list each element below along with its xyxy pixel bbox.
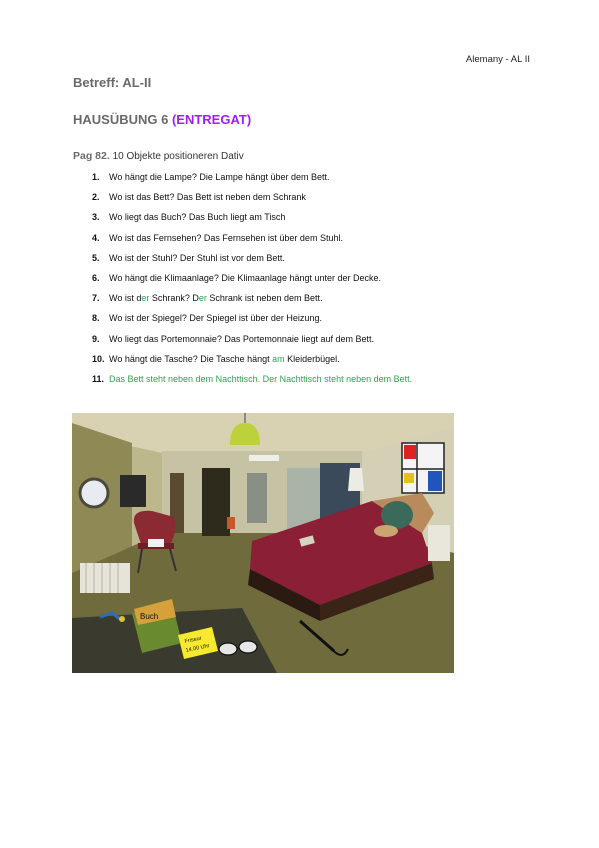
subject-line: Betreff: AL-II — [73, 75, 152, 90]
list-item — [92, 170, 542, 190]
item-correction: er — [141, 293, 150, 304]
item-number: 4. — [92, 232, 100, 243]
item-number: 9. — [92, 333, 100, 344]
item-text-part: Wo hängt die Tasche? Die Tasche hängt — [109, 353, 273, 364]
item-text: Wo hängt die Lampe? Die Lampe hängt über dem Bett. — [109, 172, 330, 182]
item-number: 5. — [92, 252, 100, 263]
item-text: Wo ist der Stuhl? Der Stuhl ist vor dem Bett. — [109, 252, 285, 263]
item-text-part: Kleiderbügel. — [284, 353, 340, 364]
item-number: 7. — [92, 293, 100, 304]
air-conditioner-icon — [249, 455, 279, 461]
item-number: 2. — [92, 192, 100, 203]
item-text-part: Schrank ist neben dem Bett. — [206, 293, 323, 304]
item-text: Wo ist das Fernsehen? Das Fernsehen ist über dem Stuhl. — [109, 232, 343, 243]
item-number: 8. — [92, 313, 100, 324]
bedroom-illustration — [72, 413, 454, 673]
list-item — [92, 291, 542, 311]
answer-list — [92, 170, 542, 392]
item-correction: am — [272, 353, 285, 364]
mirror-icon — [80, 479, 108, 507]
list-item — [92, 210, 542, 230]
exercise-heading — [73, 150, 244, 162]
exercise-page: Pag 82. — [73, 150, 110, 162]
list-item — [92, 271, 542, 291]
homework-status: (ENTREGAT) — [171, 112, 252, 127]
list-item — [92, 332, 542, 352]
item-number: 3. — [92, 212, 100, 223]
svg-text:14.00 Uhr: 14.00 Uhr — [185, 643, 211, 654]
item-number: 10. — [92, 353, 105, 364]
item-text-part: Wo ist d — [109, 293, 142, 304]
bathrobe-icon — [348, 468, 364, 491]
list-item — [92, 372, 542, 392]
bag-icon — [227, 517, 235, 529]
list-item — [92, 352, 542, 372]
item-number: 6. — [92, 272, 100, 283]
radiator-icon — [80, 563, 130, 593]
homework-title-text: HAUSÜBUNG 6 — [73, 112, 169, 127]
exercise-description: 10 Objekte positioneren Dativ — [112, 151, 244, 162]
header-author: Alemany - AL II — [465, 54, 530, 65]
item-number: 11. — [92, 373, 105, 384]
item-text: Wo liegt das Buch? Das Buch liegt am Tisch — [109, 212, 286, 223]
homework-title — [73, 112, 251, 127]
tv-icon — [120, 475, 146, 507]
list-item — [92, 231, 542, 251]
list-item — [92, 251, 542, 271]
item-text: Das Bett steht neben dem Nachttisch. Der Nachttisch steht neben dem Bett. — [109, 373, 413, 384]
svg-text:Friseur: Friseur — [184, 635, 203, 645]
wardrobe-icon — [202, 468, 230, 536]
item-correction: er — [198, 293, 207, 304]
item-text-part: Schrank? D — [149, 293, 199, 304]
painting-icon — [402, 443, 444, 493]
item-text: Wo ist das Bett? Das Bett ist neben dem Schrank — [109, 192, 306, 203]
svg-text:Buch: Buch — [140, 612, 159, 621]
pillow-icon — [381, 501, 413, 529]
list-item — [92, 311, 542, 331]
item-text: Wo hängt die Klimaanlage? Die Klimaanlage hängt unter der Decke. — [109, 272, 381, 283]
item-text: Wo liegt das Portemonnaie? Das Portemonnaie liegt auf dem Bett. — [109, 333, 374, 344]
item-text: Wo ist der Spiegel? Der Spiegel ist über der Heizung. — [109, 313, 322, 324]
nightstand-icon — [428, 525, 450, 561]
item-number: 1. — [92, 172, 100, 182]
list-item — [92, 190, 542, 210]
